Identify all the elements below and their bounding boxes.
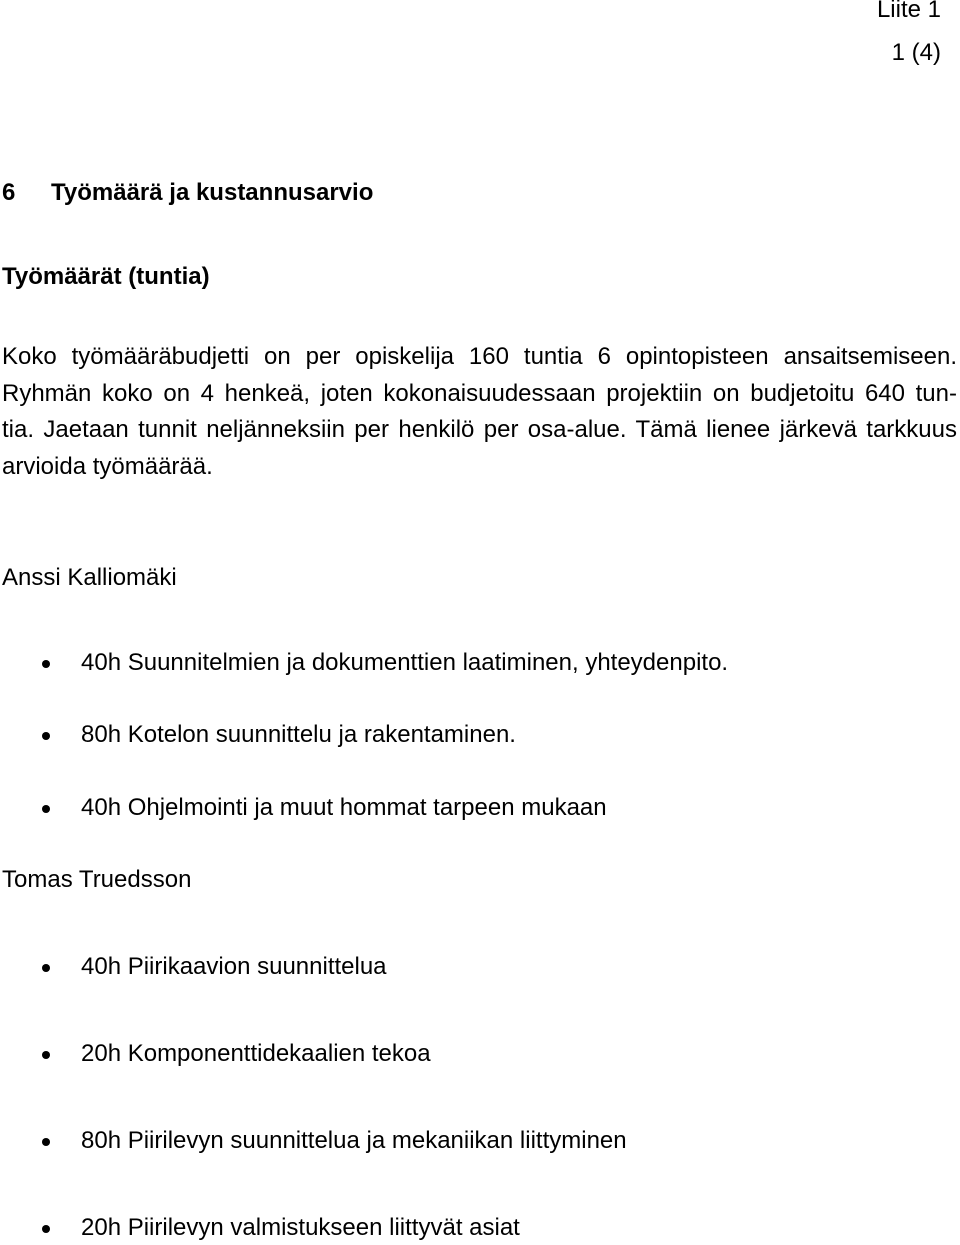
person-name: Anssi Kalliomäki — [2, 564, 177, 591]
bullet-icon — [42, 732, 50, 740]
attachment-label: Liite 1 — [876, 0, 941, 23]
subheading: Työmäärät (tuntia) — [2, 263, 210, 290]
page-number: 1 (4) — [891, 39, 941, 66]
task-text: 40h Ohjelmointi ja muut hommat tarpeen mukaan — [81, 794, 607, 821]
intro-line: arvioida työmäärää. — [2, 453, 213, 481]
list-item — [0, 649, 960, 679]
list-item — [0, 953, 960, 983]
intro-paragraph — [2, 339, 957, 486]
task-text: 40h Suunnitelmien ja dokumenttien laatiminen, yhteydenpito. — [81, 649, 729, 676]
bullet-icon — [42, 660, 50, 668]
task-text: 40h Piirikaavion suunnittelua — [81, 953, 387, 980]
bullet-icon — [42, 805, 50, 813]
intro-line: Ryhmän koko on 4 henkeä, joten kokonaisuudessaan projektiin on budjetoitu 640 tun- — [2, 379, 957, 407]
list-item — [0, 1040, 960, 1070]
bullet-icon — [42, 1051, 50, 1059]
task-text: 80h Kotelon suunnittelu ja rakentaminen. — [81, 721, 516, 748]
intro-line: tia. Jaetaan tunnit neljänneksiin per henkilö per osa-alue. Tämä lienee järkevä tarkkuus — [2, 416, 957, 444]
section-title: Työmäärä ja kustannusarvio — [51, 179, 374, 206]
list-item — [0, 794, 960, 824]
task-text: 80h Piirilevyn suunnittelua ja mekaniikan liittyminen — [81, 1127, 627, 1154]
task-text: 20h Piirilevyn valmistukseen liittyvät asiat — [81, 1214, 520, 1241]
task-text: 20h Komponenttidekaalien tekoa — [81, 1040, 431, 1067]
person-name: Tomas Truedsson — [2, 866, 192, 893]
list-item — [0, 1127, 960, 1157]
bullet-icon — [42, 964, 50, 972]
bullet-icon — [42, 1225, 50, 1233]
list-item — [0, 1214, 960, 1244]
section-number: 6 — [2, 179, 16, 206]
intro-line: Koko työmääräbudjetti on per opiskelija 160 tuntia 6 opintopisteen ansaitsemiseen. — [2, 343, 957, 370]
bullet-icon — [42, 1138, 50, 1146]
list-item — [0, 721, 960, 751]
